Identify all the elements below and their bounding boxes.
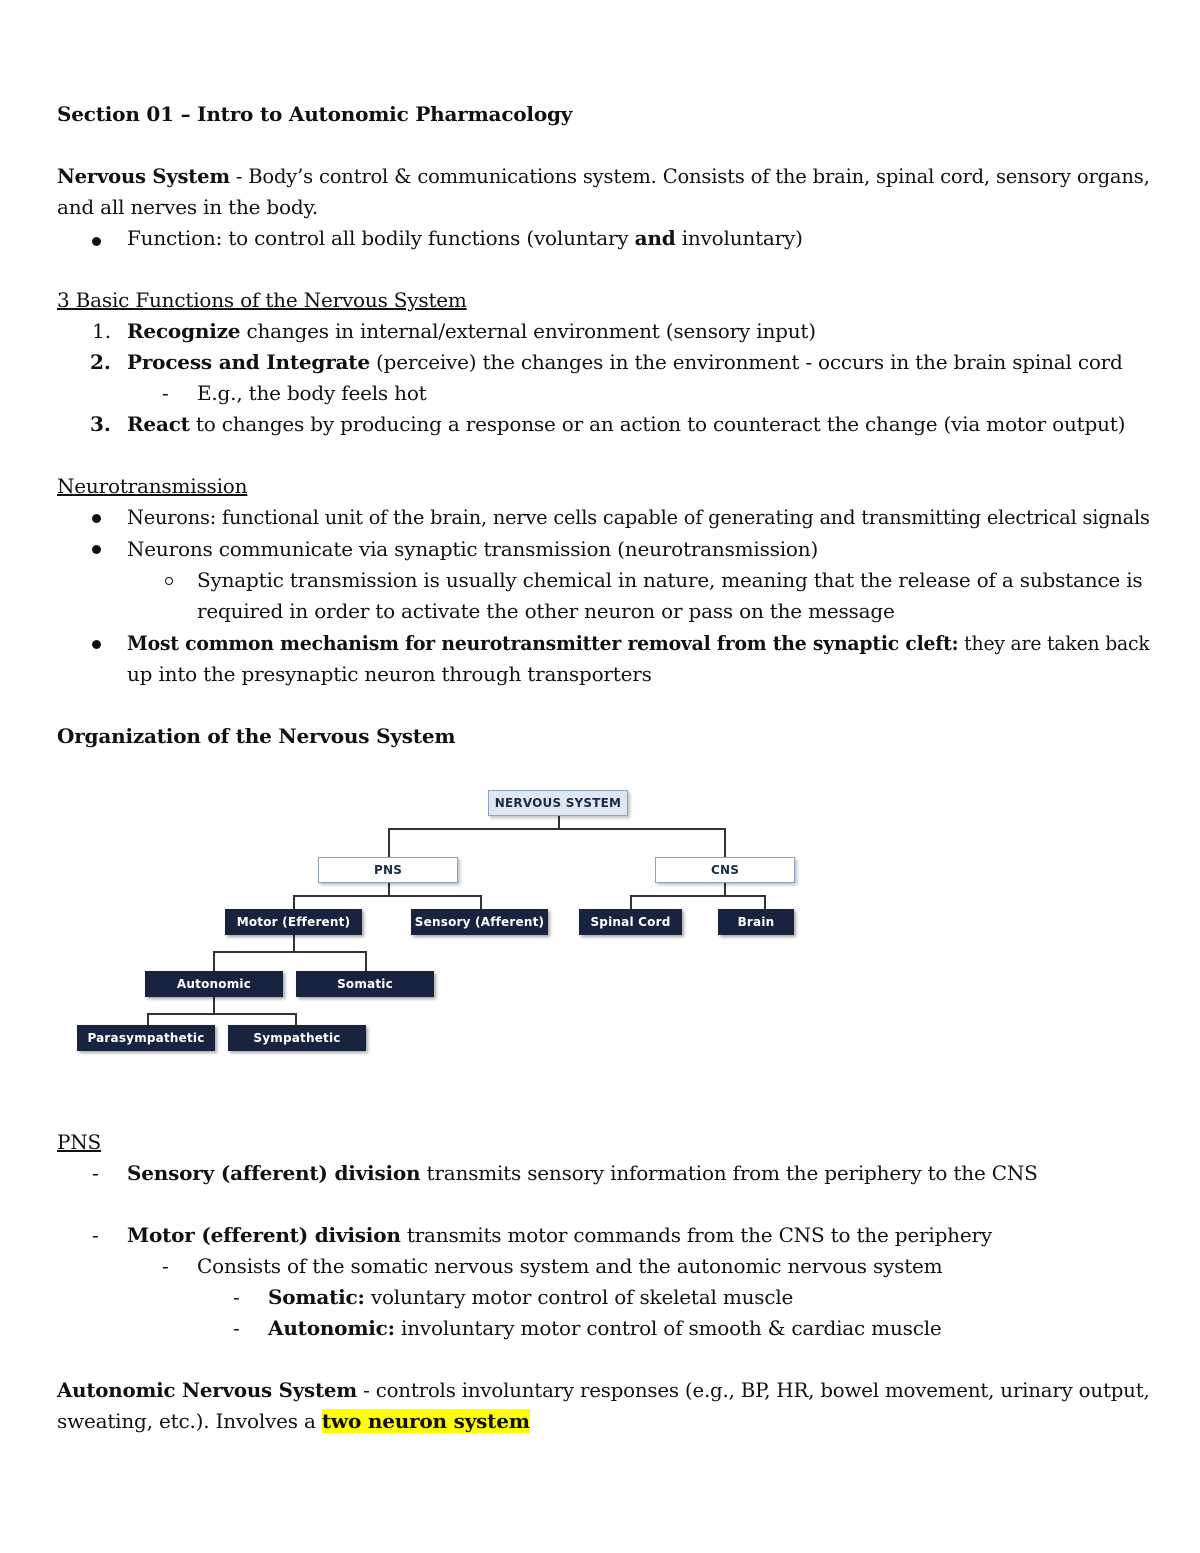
list-item bbox=[127, 347, 1123, 378]
list-item bbox=[127, 409, 1125, 440]
connector-line bbox=[365, 951, 367, 971]
function-bullet-post: involuntary) bbox=[675, 226, 803, 250]
list-number: 1. bbox=[92, 319, 112, 343]
brain-box: Brain bbox=[718, 909, 794, 935]
neuro-bullet-3-bold: Most common mechanism for neurotransmitter removal from the synaptic cleft: bbox=[127, 631, 959, 655]
bullet-icon bbox=[92, 237, 101, 246]
connector-line bbox=[213, 997, 215, 1014]
neuro-bullet-3-line2: up into the presynaptic neuron through transporters bbox=[127, 662, 652, 686]
sympathetic-box: Sympathetic bbox=[228, 1025, 366, 1051]
sub-item: E.g., the body feels hot bbox=[197, 381, 427, 405]
connector-line bbox=[764, 895, 766, 909]
neurotransmission-heading: Neurotransmission bbox=[57, 474, 248, 498]
connector-line bbox=[295, 1013, 297, 1025]
basic-functions-heading: 3 Basic Functions of the Nervous System bbox=[57, 288, 467, 312]
connector-line bbox=[147, 1013, 296, 1015]
list-item-bold: Process and Integrate bbox=[127, 350, 370, 374]
cns-box: CNS bbox=[655, 857, 795, 883]
neuro-bullet-2: Neurons communicate via synaptic transmission (neurotransmission) bbox=[127, 537, 819, 561]
autonomic-box: Autonomic bbox=[145, 971, 283, 997]
autonomic-item bbox=[268, 1313, 942, 1344]
consists-item: Consists of the somatic nervous system and the autonomic nervous system bbox=[197, 1254, 943, 1278]
motor-division-bold: Motor (efferent) division bbox=[127, 1223, 401, 1247]
dash-marker: - bbox=[233, 1285, 240, 1309]
somatic-item bbox=[268, 1282, 793, 1313]
bullet-icon bbox=[92, 545, 101, 554]
ans-line1: - controls involuntary responses (e.g., BP, HR, bowel movement, urinary output, bbox=[357, 1378, 1150, 1402]
connector-line bbox=[147, 1013, 149, 1025]
nervous-system-def-line2: and all nerves in the body. bbox=[57, 195, 319, 219]
connector-line bbox=[388, 828, 725, 830]
bullet-icon bbox=[92, 514, 101, 523]
organization-heading: Organization of the Nervous System bbox=[57, 724, 456, 748]
two-neuron-highlight: two neuron system bbox=[321, 1409, 530, 1433]
nervous-system-term: Nervous System bbox=[57, 164, 230, 188]
autonomic-text: involuntary motor control of smooth & cardiac muscle bbox=[394, 1316, 942, 1340]
list-item bbox=[127, 316, 816, 347]
motor-efferent-box: Motor (Efferent) bbox=[225, 909, 362, 935]
bullet-icon bbox=[92, 640, 101, 649]
neuro-bullet-3 bbox=[127, 628, 1150, 659]
dash-marker: - bbox=[162, 381, 169, 405]
connector-line bbox=[630, 895, 765, 897]
nervous-system-box: NERVOUS SYSTEM bbox=[488, 790, 628, 816]
connector-line bbox=[293, 895, 481, 897]
sensory-division-bold: Sensory (afferent) division bbox=[127, 1161, 421, 1185]
ans-line2 bbox=[57, 1406, 530, 1437]
nervous-system-def-line1: - Body’s control & communications system. Consists of the brain, spinal cord, sensory organs, bbox=[229, 164, 1150, 188]
connector-line bbox=[630, 895, 632, 909]
connector-line bbox=[213, 951, 215, 971]
function-bullet bbox=[127, 223, 803, 254]
neuro-bullet-3-rest: they are taken back bbox=[958, 631, 1150, 655]
dash-marker: - bbox=[92, 1161, 99, 1185]
sensory-division-text: transmits sensory information from the periphery to the CNS bbox=[420, 1161, 1038, 1185]
function-bullet-bold: and bbox=[634, 226, 676, 250]
dash-marker: - bbox=[92, 1223, 99, 1247]
somatic-box: Somatic bbox=[296, 971, 434, 997]
circle-bullet-icon bbox=[165, 577, 173, 585]
ans-line2-pre: sweating, etc.). Involves a bbox=[57, 1409, 322, 1433]
neuro-bullet-1: Neurons: functional unit of the brain, nerve cells capable of generating and transmitting electrical signals bbox=[127, 505, 1150, 529]
pns-heading: PNS bbox=[57, 1130, 102, 1154]
connector-line bbox=[293, 935, 295, 952]
dash-marker: - bbox=[162, 1254, 169, 1278]
connector-line bbox=[480, 895, 482, 909]
somatic-bold: Somatic: bbox=[268, 1285, 365, 1309]
connector-line bbox=[724, 828, 726, 857]
list-item-text: (perceive) the changes in the environment - occurs in the brain spinal cord bbox=[369, 350, 1123, 374]
parasympathetic-box: Parasympathetic bbox=[77, 1025, 215, 1051]
spinal-cord-box: Spinal Cord bbox=[579, 909, 682, 935]
list-item-bold: Recognize bbox=[127, 319, 241, 343]
sensory-afferent-box: Sensory (Afferent) bbox=[411, 909, 548, 935]
section-title: Section 01 – Intro to Autonomic Pharmacology bbox=[57, 102, 573, 126]
list-number: 2. bbox=[90, 350, 111, 374]
dash-marker: - bbox=[233, 1316, 240, 1340]
ans-definition bbox=[57, 1375, 1150, 1406]
list-item-text: changes in internal/external environment (sensory input) bbox=[240, 319, 816, 343]
connector-line bbox=[388, 828, 390, 857]
motor-division-text: transmits motor commands from the CNS to the periphery bbox=[400, 1223, 992, 1247]
pns-box: PNS bbox=[318, 857, 458, 883]
autonomic-bold: Autonomic: bbox=[268, 1316, 395, 1340]
function-bullet-pre: Function: to control all bodily functions (voluntary bbox=[127, 226, 635, 250]
ans-term: Autonomic Nervous System bbox=[57, 1378, 358, 1402]
list-item-bold: React bbox=[127, 412, 190, 436]
list-number: 3. bbox=[90, 412, 111, 436]
somatic-text: voluntary motor control of skeletal muscle bbox=[364, 1285, 794, 1309]
motor-division-item bbox=[127, 1220, 992, 1251]
connector-line bbox=[213, 951, 366, 953]
connector-line bbox=[293, 895, 295, 909]
sensory-division-item bbox=[127, 1158, 1038, 1189]
nervous-system-definition bbox=[57, 161, 1150, 192]
neuro-sub-line1: Synaptic transmission is usually chemical in nature, meaning that the release of a substance is bbox=[197, 568, 1143, 592]
nervous-system-diagram bbox=[70, 780, 810, 1065]
neuro-sub-line2: required in order to activate the other neuron or pass on the message bbox=[197, 599, 895, 623]
list-item-text: to changes by producing a response or an action to counteract the change (via motor output) bbox=[189, 412, 1126, 436]
